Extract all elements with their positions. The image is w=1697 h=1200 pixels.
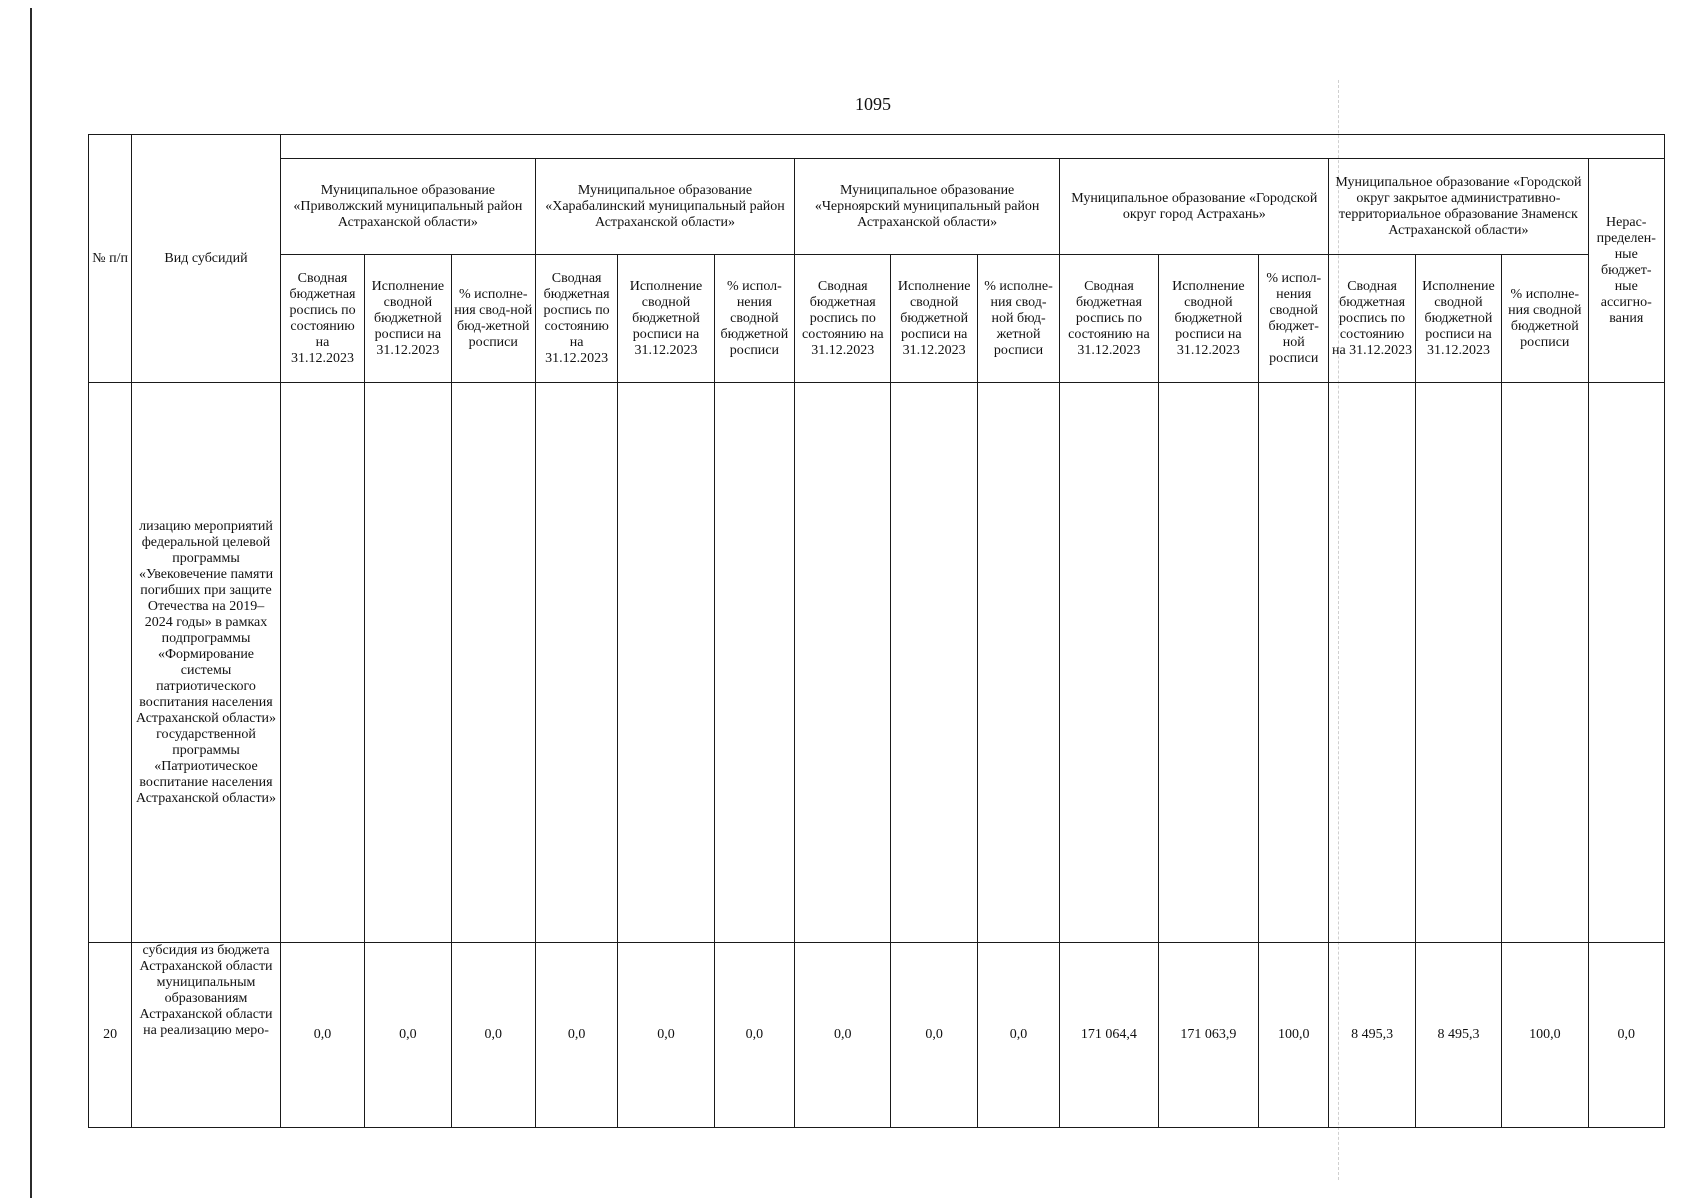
cell-value: [1158, 383, 1258, 943]
cell-value: [977, 383, 1059, 943]
subcol-percent: % исполне-ния свод-ной бюд-жетной росписи: [451, 255, 535, 383]
cell-value: 0,0: [618, 943, 714, 1128]
cell-value: 0,0: [795, 943, 891, 1128]
cell-value: 0,0: [1588, 943, 1665, 1128]
cell-value: 0,0: [891, 943, 977, 1128]
subcol-plan: Сводная бюджетная роспись по состоянию на 31.12.2023: [1329, 255, 1415, 383]
header-top-spacer: [280, 135, 1664, 159]
cell-value: 0,0: [280, 943, 364, 1128]
cell-value: 8 495,3: [1415, 943, 1501, 1128]
header-num: № п/п: [89, 135, 132, 383]
scan-left-edge: [30, 8, 32, 1198]
cell-value: 8 495,3: [1329, 943, 1415, 1128]
cell-value: [451, 383, 535, 943]
group-kharabalinsky: Муниципальное образование «Харабалинский муниципальный район Астраханской области»: [535, 159, 794, 255]
subsidy-execution-table: [88, 134, 1665, 1128]
table-row: [89, 943, 1665, 1128]
cell-value: [618, 383, 714, 943]
subcol-plan: Сводная бюджетная роспись по состоянию на 31.12.2023: [535, 255, 617, 383]
subcol-execution: Исполнение сводной бюджетной росписи на 31.12.2023: [618, 255, 714, 383]
cell-value: [1502, 383, 1588, 943]
cell-value: 0,0: [535, 943, 617, 1128]
subcol-percent: % испол-нения сводной бюджетной росписи: [714, 255, 794, 383]
subcol-execution: Исполнение сводной бюджетной росписи на 31.12.2023: [891, 255, 977, 383]
cell-value: [280, 383, 364, 943]
cell-value: [535, 383, 617, 943]
header-subcols-row: [89, 255, 1665, 383]
header-groups-row: [89, 159, 1665, 255]
cell-value: [714, 383, 794, 943]
cell-value: [1588, 383, 1665, 943]
row-number: 20: [89, 943, 132, 1128]
page-number: 1095: [855, 94, 891, 114]
cell-value: [891, 383, 977, 943]
cell-value: 0,0: [977, 943, 1059, 1128]
table-row: [89, 383, 1665, 943]
cell-value: [795, 383, 891, 943]
cell-value: 0,0: [714, 943, 794, 1128]
row-number: [89, 383, 132, 943]
group-chernoyarsky: Муниципальное образование «Черноярский муниципальный район Астраханской области»: [795, 159, 1060, 255]
cell-value: [1060, 383, 1158, 943]
cell-value: 100,0: [1259, 943, 1329, 1128]
cell-value: 0,0: [451, 943, 535, 1128]
group-privolzhsky: Муниципальное образование «Приволжский муниципальный район Астраханской области»: [280, 159, 535, 255]
cell-value: [365, 383, 451, 943]
subcol-percent: % исполне-ния свод-ной бюд-жетной росписи: [977, 255, 1059, 383]
row-description: субсидия из бюджета Астраханской области муниципальным образованиям Астраханской области на реализацию меро-: [132, 943, 281, 1128]
cell-value: [1415, 383, 1501, 943]
cell-value: 171 064,4: [1060, 943, 1158, 1128]
group-astrakhan-city: Муниципальное образование «Городской округ город Астрахань»: [1060, 159, 1329, 255]
subcol-percent: % испол-нения сводной бюджет-ной росписи: [1259, 255, 1329, 383]
subcol-plan: Сводная бюджетная роспись по состоянию на 31.12.2023: [795, 255, 891, 383]
header-subsidy-type: Вид субсидий: [132, 135, 281, 383]
cell-value: [1329, 383, 1415, 943]
subcol-execution: Исполнение сводной бюджетной росписи на 31.12.2023: [1158, 255, 1258, 383]
subcol-plan: Сводная бюджетная роспись по состоянию на 31.12.2023: [1060, 255, 1158, 383]
subcol-execution: Исполнение сводной бюджетной росписи на 31.12.2023: [365, 255, 451, 383]
cell-value: 0,0: [365, 943, 451, 1128]
cell-value: 100,0: [1502, 943, 1588, 1128]
cell-value: 171 063,9: [1158, 943, 1258, 1128]
cell-value: [1259, 383, 1329, 943]
subcol-percent: % исполне-ния сводной бюджетной росписи: [1502, 255, 1588, 383]
subcol-execution: Исполнение сводной бюджетной росписи на 31.12.2023: [1415, 255, 1501, 383]
group-znamensk: Муниципальное образование «Городской округ закрытое административно-территориальное образование Знаменск Астраханской области»: [1329, 159, 1588, 255]
row-description: лизацию мероприятий федеральной целевой программы «Увековечение памяти погибших при защите Отечества на 2019–2024 годы» в рамках подпрограммы «Формирование системы патриотического воспитания населения Астраханской области» государственной программы «Патриотическое воспитание населения Астраханской области»: [132, 383, 281, 943]
header-unallocated: Нерас-пределен-ные бюджет-ные ассигно-вания: [1588, 159, 1665, 383]
header-top-row: [89, 135, 1665, 159]
subcol-plan: Сводная бюджетная роспись по состоянию на 31.12.2023: [280, 255, 364, 383]
